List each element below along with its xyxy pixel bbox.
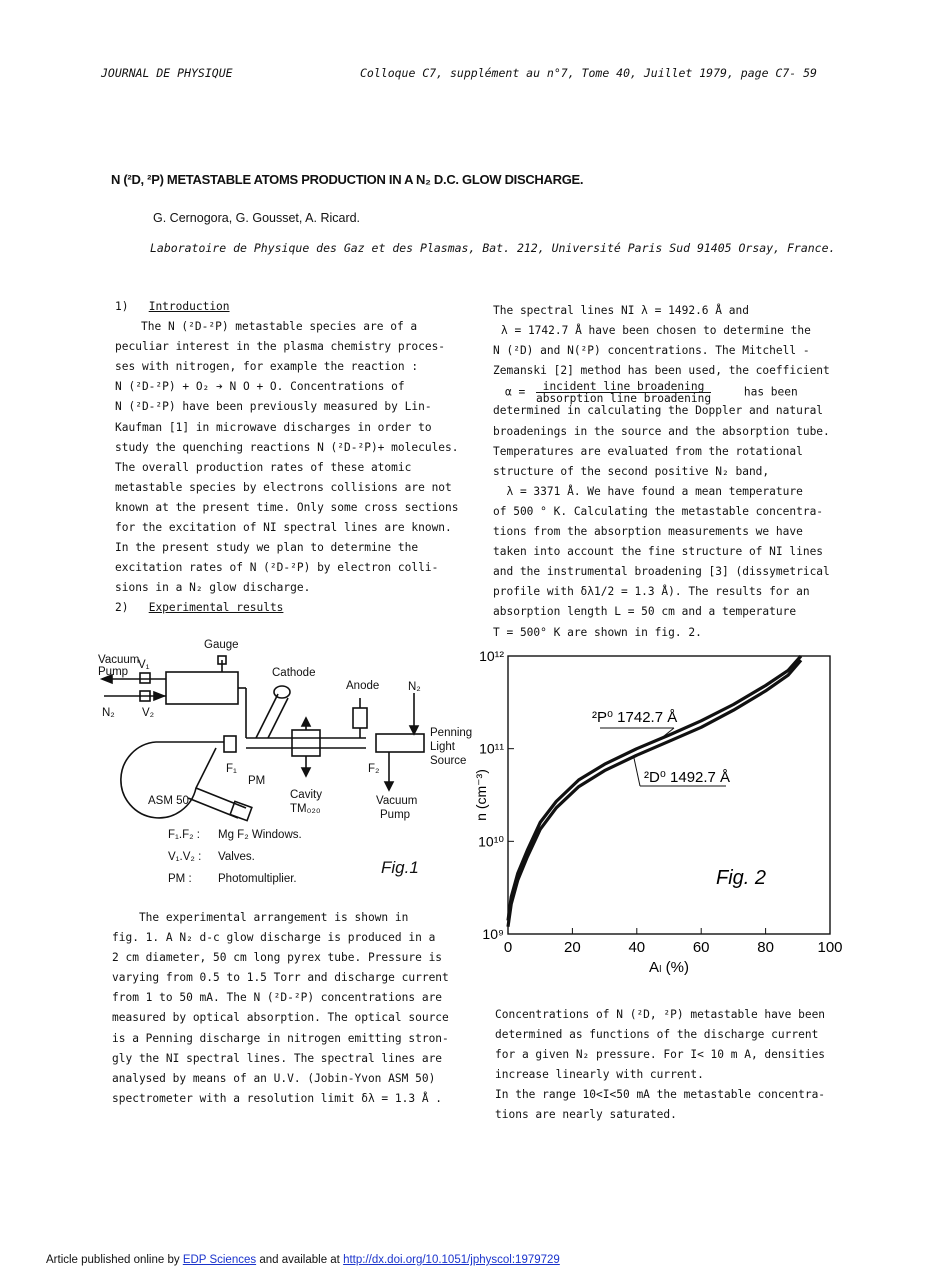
x-tick-label: 20	[564, 939, 581, 956]
paragraph-line: varying from 0.5 to 1.5 Torr and discharge current	[112, 971, 449, 985]
paragraph-line: T = 500° K are shown in fig. 2.	[493, 625, 702, 639]
legend-key: F₁.F₂ :	[168, 829, 200, 841]
paragraph-line: and the instrumental broadening [3] (dissymetrical	[493, 565, 830, 579]
paragraph-line: metastable species by electrons collisions are not	[115, 480, 452, 494]
paragraph-line: determined in calculating the Doppler and natural	[493, 404, 824, 418]
paragraph-line: The experimental arrangement is shown in	[112, 911, 409, 924]
publication-footer	[46, 1254, 560, 1266]
paragraph-line: is a Penning discharge in nitrogen emitting stron-	[112, 1031, 449, 1045]
paragraph-line: gly the NI spectral lines. The spectral lines are	[112, 1051, 443, 1065]
paragraph-line: N (²D) and N(²P) concentrations. The Mitchell -	[493, 344, 810, 358]
label-asm: ASM 50	[148, 795, 189, 807]
legend-value: Mg F₂ Windows.	[218, 829, 302, 841]
paragraph-line: The N (²D-²P) metastable species are of a	[141, 320, 418, 334]
section-introduction	[115, 297, 459, 619]
paragraph-line: broadenings in the source and the absorption tube.	[493, 424, 830, 438]
y-tick-label: 10⁹	[482, 926, 504, 942]
label-f2: F₂	[368, 763, 380, 775]
journal-name: JOURNAL DE PHYSIQUE	[101, 66, 233, 80]
x-tick-label: 0	[503, 939, 513, 956]
paragraph-line: for a given N₂ pressure. For I< 10 m A, densities	[495, 1048, 826, 1062]
y-axis-label: n (cm⁻³)	[473, 769, 489, 821]
label-vacuum-pump: Vacuum	[98, 654, 140, 666]
paragraph-line: ses with nitrogen, for example the reaction :	[115, 360, 419, 374]
paragraph-line: sions in a N₂ glow discharge.	[115, 581, 311, 595]
legend-value: Valves.	[218, 851, 255, 863]
paragraph-line: excitation rates of N (²D-²P) by electron colli-	[115, 561, 439, 575]
label-gauge: Gauge	[204, 639, 239, 651]
paragraph-line: tions are nearly saturated.	[495, 1108, 677, 1122]
paragraph-line: Kaufman [1] in microwave discharges in order to	[115, 420, 432, 434]
edp-sciences-link[interactable]: EDP Sciences	[182, 1254, 257, 1266]
section-heading	[115, 297, 459, 317]
label-n2-top: N₂	[408, 681, 421, 693]
paragraph-line: profile with δλ1/2 = 1.3 Å). The results for an	[493, 585, 810, 599]
label-source: Source	[430, 755, 467, 767]
label-light: Light	[430, 741, 455, 753]
y-tick-label: 10¹²	[479, 648, 504, 664]
paragraph-line: Zemanski [2] method has been used, the coefficient	[493, 364, 830, 378]
paragraph-line: structure of the second positive N₂ band,	[493, 464, 770, 478]
plot-frame	[508, 656, 830, 934]
label-v1: V₁	[138, 659, 150, 671]
paragraph-spectral-lines	[493, 301, 830, 643]
section-title: Experimental results	[148, 601, 284, 615]
figure-2-chart	[473, 646, 843, 986]
paragraph-line: N (²D-²P) + O₂ ➔ N O + O. Concentrations of	[115, 380, 405, 394]
paragraph-line: Temperatures are evaluated from the rotational	[493, 444, 803, 458]
paragraph-line: Concentrations of N (²D, ²P) metastable have been	[495, 1008, 826, 1021]
colloque-reference: Colloque C7, supplément au n°7, Tome 40, Juillet 1979, page C7- 59	[360, 66, 817, 80]
authors: G. Cernogora, G. Gousset, A. Ricard.	[153, 211, 361, 225]
paragraph-line: In the range 10<I<50 mA the metastable concentra-	[495, 1088, 826, 1102]
fraction-denominator: absorption line broadening	[535, 392, 712, 406]
alpha-suffix: has been	[743, 385, 798, 399]
paragraph-line: peculiar interest in the plasma chemistry proces-	[115, 340, 446, 354]
x-tick-label: 60	[692, 939, 710, 956]
series-leader-line	[634, 756, 640, 786]
paragraph-line: taken into account the fine structure of NI lines	[493, 545, 824, 559]
label-n2-inlet: N₂	[102, 707, 115, 719]
paragraph-line: The overall production rates of these atomic	[115, 460, 412, 474]
alpha-equation	[493, 380, 830, 406]
label-cavity: Cavity	[290, 789, 322, 801]
paragraph-line: of 500 ° K. Calculating the metastable concentra-	[493, 504, 824, 518]
label-vacuum-2: Vacuum	[376, 795, 418, 807]
label-f1: F₁	[226, 763, 237, 775]
paragraph-conclusion	[495, 1005, 825, 1126]
legend-key: PM :	[168, 873, 192, 885]
paragraph-line: In the present study we plan to determine the	[115, 541, 419, 555]
label-cathode: Cathode	[272, 667, 316, 679]
label-anode: Anode	[346, 680, 380, 692]
legend-value: Photomultiplier.	[218, 873, 297, 885]
paragraph-line: for the excitation of NI spectral lines are known.	[115, 521, 452, 535]
fraction-numerator: incident line broadening	[536, 381, 711, 393]
label-penning: Penning	[430, 727, 473, 739]
y-tick-label: 10¹⁰	[478, 833, 504, 850]
paragraph-line: absorption length L = 50 cm and a temperature	[493, 605, 797, 619]
paragraph-line: λ = 3371 Å. We have found a mean temperature	[493, 484, 803, 498]
paragraph-line: determined as functions of the discharge current	[495, 1028, 819, 1042]
paper-title: N (²D, ²P) METASTABLE ATOMS PRODUCTION IN A N₂ D.C. GLOW DISCHARGE.	[111, 172, 584, 187]
figure-1-caption: Fig.1	[381, 858, 419, 877]
paragraph-line: N (²D-²P) have been previously measured by Lin-	[115, 400, 432, 414]
paragraph-line: fig. 1. A N₂ d-c glow discharge is produced in a	[112, 931, 436, 945]
label-pm: PM	[248, 775, 266, 787]
paragraph-line: measured by optical absorption. The optical source	[112, 1011, 449, 1025]
section-number: 2)	[115, 601, 129, 615]
legend-key: V₁.V₂ :	[168, 851, 202, 863]
section-number: 1)	[115, 300, 129, 313]
x-tick-label: 100	[817, 939, 843, 956]
footer-middle: and available at	[259, 1254, 340, 1266]
footer-prefix: Article published online by	[46, 1254, 180, 1266]
label-pump-2: Pump	[380, 809, 411, 821]
chart-axes	[508, 656, 830, 934]
paragraph-line: spectrometer with a resolution limit δλ = 1.3 Å .	[112, 1091, 443, 1105]
affiliation: Laboratoire de Physique des Gaz et des Plasmas, Bat. 212, Université Paris Sud 91405 Orsay, France.	[150, 241, 836, 255]
paragraph-line: 2 cm diameter, 50 cm long pyrex tube. Pressure is	[112, 951, 443, 965]
section-heading	[115, 598, 459, 618]
x-tick-label: 40	[628, 939, 646, 956]
doi-link[interactable]: http://dx.doi.org/10.1051/jphyscol:1979729	[343, 1254, 560, 1266]
paragraph-line: from 1 to 50 mA. The N (²D-²P) concentrations are	[112, 991, 443, 1005]
series-label-2p: ²P⁰ 1742.7 Å	[592, 709, 678, 726]
paragraph-line: The spectral lines NI λ = 1492.6 Å and	[493, 304, 749, 317]
paragraph-line: analysed by means of an U.V. (Jobin-Yvon ASM 50)	[112, 1071, 436, 1085]
paragraph-line: λ = 1742.7 Å have been chosen to determine the	[501, 324, 811, 338]
paragraph-line: study the quenching reactions N (²D-²P)+ molecules.	[115, 440, 459, 454]
paragraph-line: increase linearly with current.	[495, 1068, 704, 1082]
alpha-symbol: α =	[505, 385, 526, 399]
label-vacuum-pump-2: Pump	[98, 666, 129, 678]
paragraph-line: tions from the absorption measurements we have	[493, 525, 803, 539]
label-v2: V₂	[142, 707, 155, 719]
x-axis-label: Aₗ (%)	[649, 959, 689, 976]
paragraph-experimental	[112, 908, 449, 1109]
y-tick-label: 10¹¹	[479, 740, 504, 757]
x-tick-label: 80	[757, 939, 774, 956]
figure-2-caption: Fig. 2	[716, 867, 767, 889]
section-title: Introduction	[148, 300, 230, 313]
series-label-2d: ²D⁰ 1492.7 Å	[644, 769, 731, 786]
paragraph-line: known at the present time. Only some cross sections	[115, 500, 459, 514]
chart-tick-labels	[473, 648, 843, 976]
figure-1-apparatus-diagram	[96, 638, 476, 888]
label-cavity-mode: TM₀₂₀	[290, 803, 321, 815]
